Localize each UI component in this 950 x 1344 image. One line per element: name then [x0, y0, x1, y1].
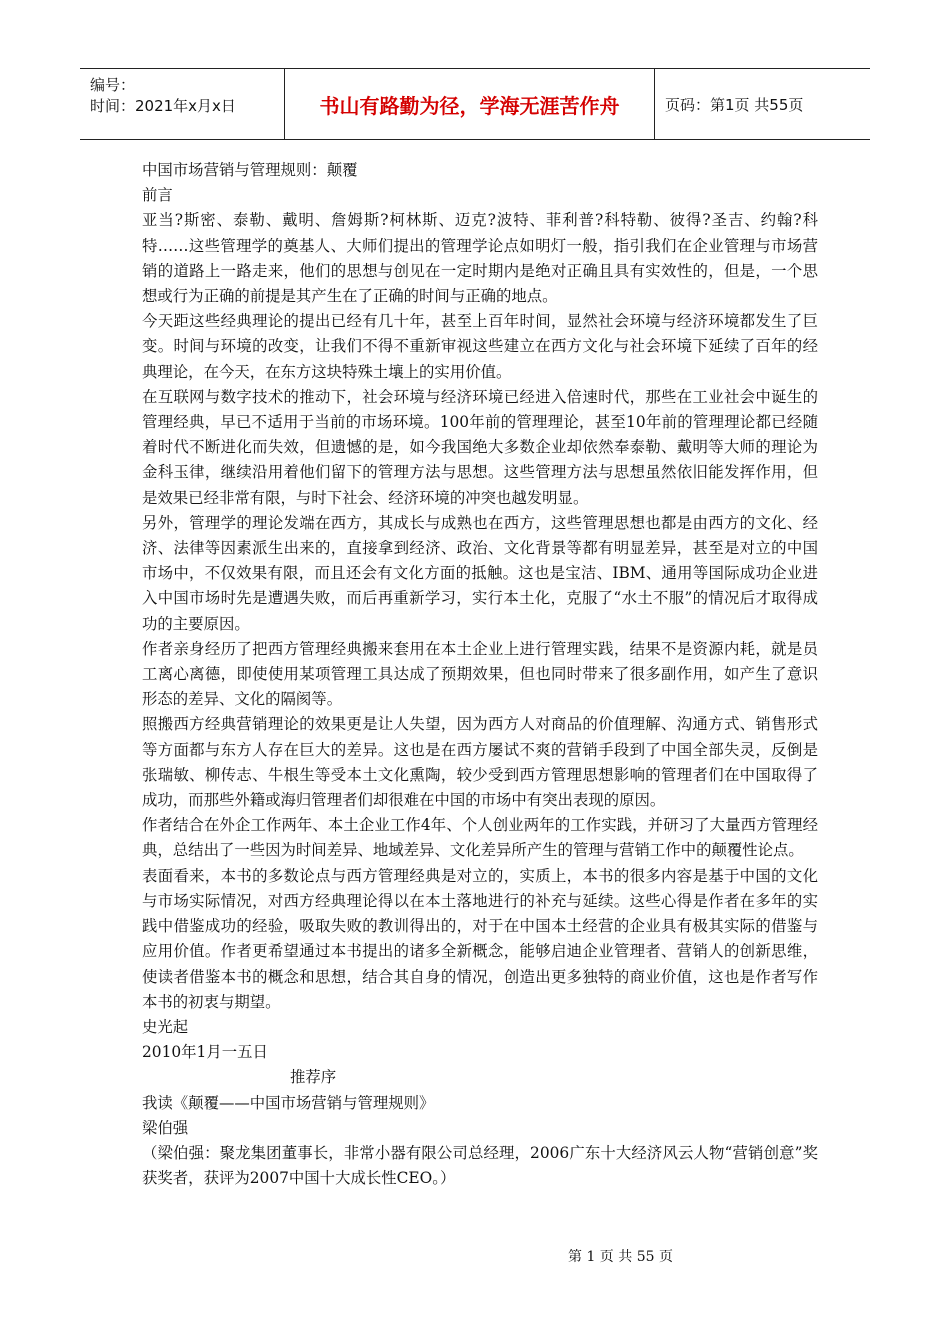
- document-title: 中国市场营销与管理规则：颠覆: [142, 161, 358, 179]
- page-header: [80, 68, 870, 140]
- document-date-label: 时间：2021年x月x日: [90, 97, 236, 115]
- body-paragraph: 今天距这些经典理论的提出已经有几十年，甚至上百年时间，显然社会环境与经济环境都发生了巨变。时间与环境的改变，让我们不得不重新审视这些建立在西方文化与社会环境下延续了百年的经典理论，在今天，在东方这块特殊土壤上的实用价值。: [142, 312, 818, 381]
- foreword-author: 梁伯强: [142, 1118, 189, 1137]
- document-number-label: 编号：: [90, 76, 136, 94]
- foreword-heading: 推荐序: [290, 1068, 337, 1087]
- body-paragraph: 作者结合在外企工作两年、本土企业工作4年、个人创业两年的工作实践，并研习了大量西方管理经典，总结出了一些因为时间差异、地域差异、文化差异所产生的管理与营销工作中的颠覆性论点。: [142, 816, 818, 860]
- preface-date: 2010年1月一五日: [142, 1043, 268, 1062]
- foreword-author-note: （梁伯强：聚龙集团董事长，非常小器有限公司总经理，2006广东十大经济风云人物“营销创意”奖获奖者，获评为2007中国十大成长性CEO。）: [142, 1143, 818, 1188]
- author-name: 史光起: [142, 1017, 189, 1036]
- document-body: [142, 158, 818, 1191]
- body-paragraph: 亚当?斯密、泰勒、戴明、詹姆斯?柯林斯、迈克?波特、菲利普?科特勒、彼得?圣吉、约翰?科特……这些管理学的奠基人、大师们提出的管理学论点如明灯一般，指引我们在企业管理与市场营销的道路上一路走来，他们的思想与创见在一定时期内是绝对正确且具有实效性的，但是，一个思想或行为正确的前提是其产生在了正确的时间与正确的地点。: [142, 211, 818, 306]
- foreword-title: 我读《颠覆——中国市场营销与管理规则》: [142, 1093, 435, 1112]
- body-paragraph: 作者亲身经历了把西方管理经典搬来套用在本土企业上进行管理实践，结果不是资源内耗，就是员工离心离德，即使使用某项管理工具达成了预期效果，但也同时带来了很多副作用，如产生了意识形态的差异、文化的隔阂等。: [142, 639, 818, 709]
- preface-heading: 前言: [142, 186, 173, 205]
- header-page-label: 页码：第1页 共55页: [665, 95, 804, 114]
- page-footer: 第 1 页 共 55 页: [568, 1249, 673, 1265]
- header-motto: 书山有路勤为径，学海无涯苦作舟: [285, 69, 655, 139]
- body-paragraph: 照搬西方经典营销理论的效果更是让人失望，因为西方人对商品的价值理解、沟通方式、销售形式等方面都与东方人存在巨大的差异。这也是在西方屡试不爽的营销手段到了中国全部失灵，反倒是张瑞敏、柳传志、牛根生等受本土文化熏陶，较少受到西方管理思想影响的管理者们在中国取得了成功，而那些外籍或海归管理者们却很难在中国的市场中有突出表现的原因。: [142, 715, 818, 810]
- body-paragraph: 在互联网与数字技术的推动下，社会环境与经济环境已经进入倍速时代，那些在工业社会中诞生的管理经典，早已不适用于当前的市场环境。100年前的管理理论，甚至10年前的管理理论都已经随着时代不断进化而失效，但遗憾的是，如今我国绝大多数企业却依然奉泰勒、戴明等大师的理论为金科玉律，继续沿用着他们留下的管理方法与思想。这些管理方法与思想虽然依旧能发挥作用，但是效果已经非常有限，与时下社会、经济环境的冲突也越发明显。: [142, 387, 818, 507]
- body-paragraph: 表面看来，本书的多数论点与西方管理经典是对立的，实质上，本书的很多内容是基于中国的文化与市场实际情况，对西方经典理论得以在本土落地进行的补充与延续。这些心得是作者在多年的实践中借鉴成功的经验，吸取失败的教训得出的，对于在中国本土经营的企业具有极其实际的借鉴与应用价值。作者更希望通过本书提出的诸多全新概念，能够启迪企业管理者、营销人的创新思维，使读者借鉴本书的概念和思想，结合其自身的情况，创造出更多独特的商业价值，这也是作者写作本书的初衷与期望。: [142, 866, 818, 1011]
- header-meta: [80, 69, 285, 139]
- body-paragraph: 另外，管理学的理论发端在西方，其成长与成熟也在西方，这些管理思想也都是由西方的文化、经济、法律等因素派生出来的，直接拿到经济、政治、文化背景等都有明显差异，甚至是对立的中国市场中，不仅效果有限，而且还会有文化方面的抵触。这也是宝洁、IBM、通用等国际成功企业进入中国市场时先是遭遇失败，而后再重新学习，实行本土化，克服了“水土不服”的情况后才取得成功的主要原因。: [142, 513, 818, 633]
